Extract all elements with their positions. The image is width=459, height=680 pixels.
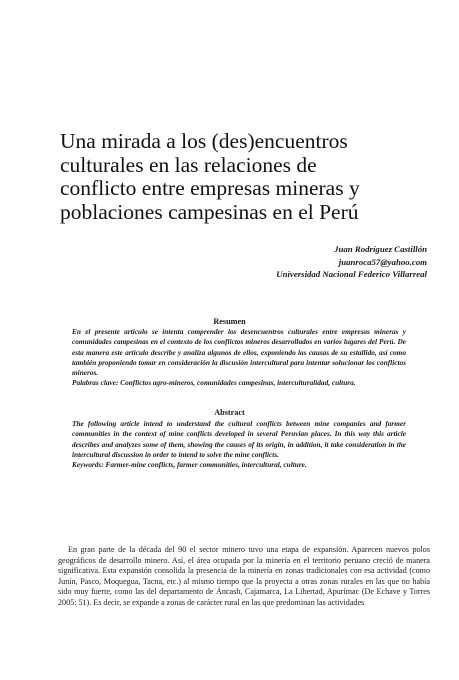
resumen-keywords-label: Palabras clave: (72, 378, 119, 388)
resumen-keywords: Conflictos agro-mineros, comunidades campesinas, interculturalidad, cultura. (118, 378, 356, 388)
author-block (276, 243, 427, 281)
abstract-heading: Abstract (214, 408, 245, 417)
resumen-heading: Resumen (213, 317, 246, 326)
article-title: Una mirada a los (des)encuentros culturales en las relaciones de conflicto entre empresas mineras y poblaciones campesinas en el Perú (60, 129, 360, 224)
body-paragraph: En gran parte de la década del 90 el sector minero tuvo una etapa de expansión. Aparecen nuevos polos geográficos de desarrollo minero. Así, el área ocupada por la minería en el territorio peruano creció de manera significativa. Esta expansión consolida la presencia de la minería en zonas tradicionales con esa actividad (como Junín, Pasco, Moquegua, Tacna, etc.) al mismo tiempo que la proyecta a otras zonas rurales en las que no había sido muy fuerte, como las del departamento de Áncash, Cajamarca, La Libertad, Apurímac (De Echave y Torres 2005: 51). Es decir, se expande a zonas de carácter rural en las que predominan las actividades (58, 545, 430, 607)
author-email: juanroca57@yahoo.com (338, 256, 427, 267)
resumen-body: En el presente artículo se intenta comprender los desencuentros culturales entre empresas mineras y comunidades campesinas en el contexto de los conflictos mineros desarrollados en varios lugares del Perú. De esta manera este artículo describe y analiza algunos de ellos, exponiendo las causas de su estallido, así como también proponiendo tomar en consideración la discusión intercultural para intentar solucionar los conflictos mineros. (72, 327, 406, 378)
author-name: Juan Rodríguez Castillón (334, 244, 427, 254)
resumen-text (72, 327, 406, 389)
abstract-keywords: Farmer-mine conflicts, farmer communities, intercultural, culture. (103, 460, 307, 470)
author-affiliation: Universidad Nacional Federico Villarreal (276, 269, 427, 279)
abstract-text (72, 419, 406, 470)
abstract-keywords-label: Keywords: (72, 460, 104, 470)
abstract-body: The following article intend to understand the cultural conflicts between mine companies and farmer communities in the context of mine conflicts developed in several Peruvian places. In this way this article describes and analyzes some of them, showing the causes of its origin, in addition, it take consideration in the intercultural discussion in order to intend to solve the mine conflicts. (72, 419, 406, 459)
